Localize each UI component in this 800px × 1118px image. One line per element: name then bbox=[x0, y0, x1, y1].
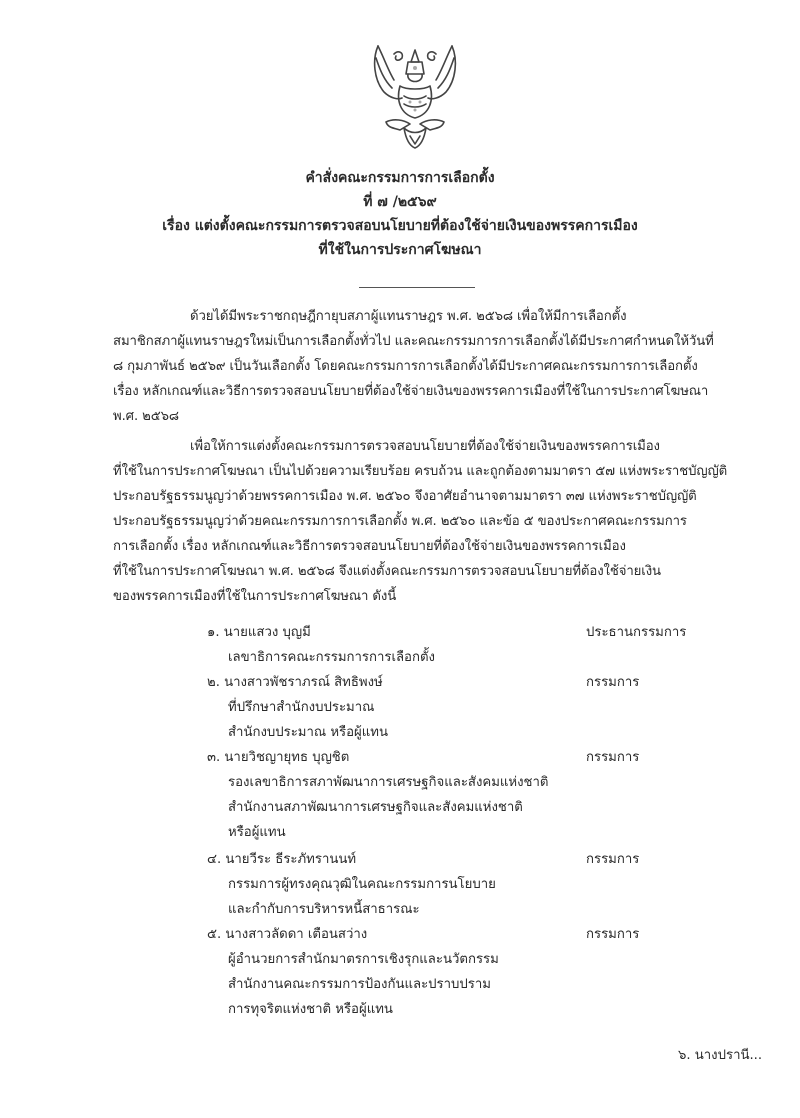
member-role: กรรมการ bbox=[586, 750, 640, 765]
subject-line-1: เรื่อง แต่งตั้งคณะกรรมการตรวจสอบนโยบายที่ต้องใช้จ่ายเงินของพรรคการเมือง bbox=[162, 218, 638, 234]
member-name: ๕. นางสาวลัดดา เตือนสว่าง bbox=[207, 927, 368, 942]
order-title: คำสั่งคณะกรรมการการเลือกตั้ง bbox=[305, 170, 495, 186]
paragraph-line: ด้วยได้มีพระราชกฤษฎีกายุบสภาผู้แทนราษฎร พ.ศ. ๒๕๖๘ เพื่อให้มีการเลือกตั้ง bbox=[190, 309, 627, 324]
paragraph-line: สมาชิกสภาผู้แทนราษฎรใหม่เป็นการเลือกตั้งทั่วไป และคณะกรรมการการเลือกตั้งได้มีประกาศกำหนดให้วันที่ bbox=[113, 334, 714, 349]
paragraph-line: เพื่อให้การแต่งตั้งคณะกรรมการตรวจสอบนโยบายที่ต้องใช้จ่ายเงินของพรรคการเมือง bbox=[190, 439, 660, 454]
member-position: สำนักงานคณะกรรมการป้องกันและปราบปราม bbox=[228, 977, 491, 992]
paragraph-line: เรื่อง หลักเกณฑ์และวิธีการตรวจสอบนโยบายที่ต้องใช้จ่ายเงินของพรรคการเมืองที่ใช้ในการประกาศโฆษณา bbox=[113, 384, 709, 399]
member-role: กรรมการ bbox=[586, 927, 640, 942]
separator-line bbox=[359, 287, 475, 288]
member-name: ๑. นายแสวง บุญมี bbox=[207, 625, 311, 640]
member-role: กรรมการ bbox=[586, 675, 640, 690]
paragraph-line: พ.ศ. ๒๕๖๘ bbox=[113, 409, 179, 424]
paragraph-line: ประกอบรัฐธรรมนูญว่าด้วยคณะกรรมการการเลือกตั้ง พ.ศ. ๒๕๖๐ และข้อ ๕ ของประกาศคณะกรรมการ bbox=[113, 514, 687, 529]
continuation-marker: ๖. นางปรานี... bbox=[678, 1048, 763, 1063]
member-position: ที่ปรึกษาสำนักงบประมาณ bbox=[228, 700, 375, 715]
member-position: การทุจริตแห่งชาติ หรือผู้แทน bbox=[228, 1002, 393, 1017]
member-position: หรือผู้แทน bbox=[228, 825, 286, 840]
order-number: ที่ ๗ /๒๕๖๙ bbox=[363, 194, 437, 210]
garuda-emblem-icon bbox=[370, 40, 460, 152]
member-position: เลขาธิการคณะกรรมการการเลือกตั้ง bbox=[228, 650, 435, 665]
paragraph-line: การเลือกตั้ง เรื่อง หลักเกณฑ์และวิธีการตรวจสอบนโยบายที่ต้องใช้จ่ายเงินของพรรคการเมือง bbox=[113, 539, 626, 554]
member-position: ผู้อำนวยการสำนักมาตรการเชิงรุกและนวัตกรรม bbox=[228, 952, 499, 967]
member-name: ๔. นายวีระ ธีระภัทรานนท์ bbox=[207, 852, 357, 867]
member-position: รองเลขาธิการสภาพัฒนาการเศรษฐกิจและสังคมแห่งชาติ bbox=[228, 775, 549, 790]
paragraph-line: ที่ใช้ในการประกาศโฆษณา พ.ศ. ๒๕๖๘ จึงแต่งตั้งคณะกรรมการตรวจสอบนโยบายที่ต้องใช้จ่ายเงิน bbox=[113, 564, 661, 579]
paragraph-line: ที่ใช้ในการประกาศโฆษณา เป็นไปด้วยความเรียบร้อย ครบถ้วน และถูกต้องตามมาตรา ๕๗ แห่งพระราชบัญญัติ bbox=[113, 464, 728, 479]
paragraph-line: ประกอบรัฐธรรมนูญว่าด้วยพรรคการเมือง พ.ศ. ๒๕๖๐ จึงอาศัยอำนาจตามมาตรา ๓๗ แห่งพระราชบัญญัติ bbox=[113, 489, 697, 504]
paragraph-line: ๘ กุมภาพันธ์ ๒๕๖๙ เป็นวันเลือกตั้ง โดยคณะกรรมการการเลือกตั้งได้มีประกาศคณะกรรมการการเลือกตั้ง bbox=[113, 359, 698, 374]
member-role: ประธานกรรมการ bbox=[586, 625, 687, 640]
member-name: ๒. นางสาวพัชราภรณ์ สิทธิพงษ์ bbox=[207, 675, 383, 690]
member-position: และกำกับการบริหารหนี้สาธารณะ bbox=[228, 902, 420, 917]
member-position: สำนักงบประมาณ หรือผู้แทน bbox=[228, 725, 388, 740]
subject-line-2: ที่ใช้ในการประกาศโฆษณา bbox=[318, 242, 482, 258]
member-role: กรรมการ bbox=[586, 852, 640, 867]
member-name: ๓. นายวิชญายุทธ บุญชิต bbox=[207, 750, 350, 765]
member-position: กรรมการผู้ทรงคุณวุฒิในคณะกรรมการนโยบาย bbox=[228, 877, 496, 892]
paragraph-line: ของพรรคการเมืองที่ใช้ในการประกาศโฆษณา ดังนี้ bbox=[113, 589, 397, 604]
member-position: สำนักงานสภาพัฒนาการเศรษฐกิจและสังคมแห่งชาติ bbox=[228, 800, 523, 815]
